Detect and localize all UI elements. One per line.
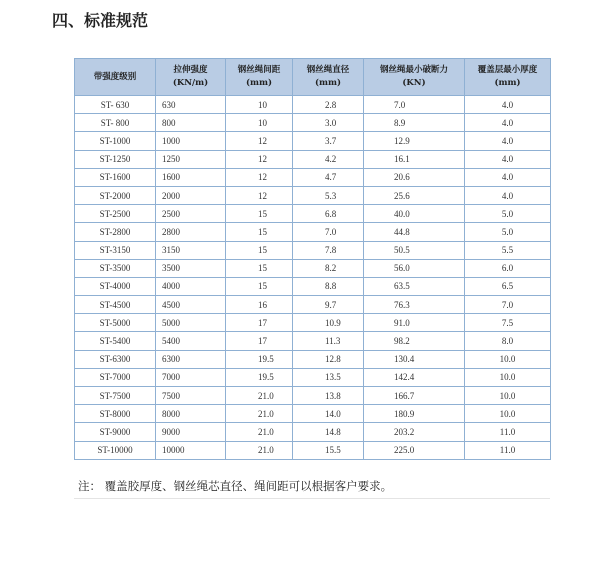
table-cell: 6.8 [293, 205, 364, 223]
column-header [364, 59, 465, 96]
table-cell: 13.5 [293, 368, 364, 386]
table-cell: 3.7 [293, 132, 364, 150]
table-cell: 15 [226, 277, 293, 295]
table-cell: 4.0 [465, 96, 551, 114]
table-cell: 15 [226, 223, 293, 241]
table-cell: ST-9000 [75, 423, 156, 441]
column-header-line: 覆盖层最小厚度 [477, 65, 538, 75]
table-row [75, 350, 551, 368]
column-header [75, 59, 156, 96]
table-cell: 63.5 [364, 277, 465, 295]
table-cell: 2.8 [293, 96, 364, 114]
table-cell: 21.0 [226, 405, 293, 423]
table-cell: 12.8 [293, 350, 364, 368]
table-cell: 5.0 [465, 205, 551, 223]
table-cell: 2800 [156, 223, 226, 241]
table-note: 注： 覆盖胶厚度、钢丝绳芯直径、绳间距可以根据客户要求。 [78, 479, 393, 493]
table-row [75, 405, 551, 423]
column-header-line: (mm) [494, 78, 521, 88]
table-cell: 11.0 [465, 441, 551, 459]
table-cell: 44.8 [364, 223, 465, 241]
table-cell: 56.0 [364, 259, 465, 277]
table-cell: ST-1250 [75, 150, 156, 168]
table-cell: 5.3 [293, 186, 364, 204]
table-row [75, 332, 551, 350]
table-cell: 21.0 [226, 423, 293, 441]
table-cell: ST-5400 [75, 332, 156, 350]
table-cell: 11.3 [293, 332, 364, 350]
table-cell: 630 [156, 96, 226, 114]
table-cell: 130.4 [364, 350, 465, 368]
spec-table [74, 58, 551, 460]
table-cell: 1600 [156, 168, 226, 186]
column-header [156, 59, 226, 96]
table-cell: ST- 800 [75, 114, 156, 132]
table-row [75, 168, 551, 186]
table-cell: 16 [226, 296, 293, 314]
table-cell: 7000 [156, 368, 226, 386]
table-row [75, 296, 551, 314]
table-cell: 12 [226, 168, 293, 186]
table-cell: 11.0 [465, 423, 551, 441]
table-cell: 12 [226, 150, 293, 168]
table-cell: 10.0 [465, 368, 551, 386]
table-cell: 15.5 [293, 441, 364, 459]
table-cell: 4000 [156, 277, 226, 295]
table-cell: ST-2800 [75, 223, 156, 241]
table-cell: 91.0 [364, 314, 465, 332]
table-cell: 15 [226, 241, 293, 259]
table-cell: 98.2 [364, 332, 465, 350]
table-cell: 2000 [156, 186, 226, 204]
table-row [75, 241, 551, 259]
table-cell: 1000 [156, 132, 226, 150]
table-cell: 5000 [156, 314, 226, 332]
table-row [75, 114, 551, 132]
table-cell: 4.0 [465, 132, 551, 150]
table-cell: 6.5 [465, 277, 551, 295]
table-cell: 166.7 [364, 387, 465, 405]
table-cell: ST-4500 [75, 296, 156, 314]
table-cell: 13.8 [293, 387, 364, 405]
column-header-line: 钢丝绳直径 [306, 65, 350, 75]
table-row [75, 150, 551, 168]
table-cell: 4.7 [293, 168, 364, 186]
table-cell: 9000 [156, 423, 226, 441]
table-cell: 7.5 [465, 314, 551, 332]
table-row [75, 205, 551, 223]
table-cell: 225.0 [364, 441, 465, 459]
table-cell: 3500 [156, 259, 226, 277]
column-header-line: 拉伸强度 [173, 65, 208, 75]
table-cell: ST-4000 [75, 277, 156, 295]
column-header [226, 59, 293, 96]
table-cell: 7.0 [364, 96, 465, 114]
table-cell: ST-10000 [75, 441, 156, 459]
table-row [75, 423, 551, 441]
table-cell: 8000 [156, 405, 226, 423]
table-cell: ST-7000 [75, 368, 156, 386]
table-cell: 12 [226, 132, 293, 150]
table-cell: 15 [226, 205, 293, 223]
table-cell: 21.0 [226, 441, 293, 459]
table-cell: 10.0 [465, 350, 551, 368]
table-cell: 7.8 [293, 241, 364, 259]
table-cell: 8.8 [293, 277, 364, 295]
table-cell: 7.0 [293, 223, 364, 241]
table-row [75, 314, 551, 332]
table-cell: 10.0 [465, 405, 551, 423]
table-cell: 10000 [156, 441, 226, 459]
table-cell: 203.2 [364, 423, 465, 441]
table-cell: 6.0 [465, 259, 551, 277]
table-cell: 10 [226, 114, 293, 132]
table-cell: 50.5 [364, 241, 465, 259]
table-cell: 800 [156, 114, 226, 132]
table-cell: 5.5 [465, 241, 551, 259]
table-cell: 4.0 [465, 150, 551, 168]
table-cell: 4.0 [465, 168, 551, 186]
table-cell: ST-3150 [75, 241, 156, 259]
table-cell: 25.6 [364, 186, 465, 204]
table-cell: 10 [226, 96, 293, 114]
table-cell: 3.0 [293, 114, 364, 132]
table-cell: 10.0 [465, 387, 551, 405]
table-cell: ST-8000 [75, 405, 156, 423]
table-cell: ST- 630 [75, 96, 156, 114]
table-cell: 5400 [156, 332, 226, 350]
table-cell: 1250 [156, 150, 226, 168]
table-header [75, 59, 551, 96]
divider [74, 498, 550, 499]
table-cell: ST-2500 [75, 205, 156, 223]
column-header-line: 带强度级别 [93, 71, 137, 82]
table-row [75, 387, 551, 405]
table-cell: 17 [226, 332, 293, 350]
table-cell: 21.0 [226, 387, 293, 405]
table-cell: 14.0 [293, 405, 364, 423]
column-header-line: 钢丝绳间距 [237, 65, 281, 75]
table-cell: 14.8 [293, 423, 364, 441]
table-cell: 3150 [156, 241, 226, 259]
table-cell: 12 [226, 186, 293, 204]
table-cell: ST-3500 [75, 259, 156, 277]
table-cell: 10.9 [293, 314, 364, 332]
table-cell: 4500 [156, 296, 226, 314]
table-row [75, 259, 551, 277]
table-cell: 8.0 [465, 332, 551, 350]
table-cell: 180.9 [364, 405, 465, 423]
section-title: 四、标准规范 [52, 11, 149, 30]
table-cell: 12.9 [364, 132, 465, 150]
table-cell: 6300 [156, 350, 226, 368]
table-cell: 2500 [156, 205, 226, 223]
table-cell: 17 [226, 314, 293, 332]
table-cell: 7500 [156, 387, 226, 405]
table-cell: 4.0 [465, 186, 551, 204]
table-cell: ST-2000 [75, 186, 156, 204]
table-row [75, 441, 551, 459]
table-cell: 16.1 [364, 150, 465, 168]
table-cell: 5.0 [465, 223, 551, 241]
table-cell: 8.2 [293, 259, 364, 277]
column-header-line: (KN) [402, 78, 426, 88]
table-body [75, 96, 551, 460]
table-cell: 8.9 [364, 114, 465, 132]
table-cell: ST-5000 [75, 314, 156, 332]
table-row [75, 96, 551, 114]
table-cell: 9.7 [293, 296, 364, 314]
table-cell: 40.0 [364, 205, 465, 223]
table-cell: ST-1600 [75, 168, 156, 186]
table-cell: 19.5 [226, 350, 293, 368]
table-row [75, 223, 551, 241]
table-cell: 4.2 [293, 150, 364, 168]
table-cell: 4.0 [465, 114, 551, 132]
table-cell: 76.3 [364, 296, 465, 314]
table-row [75, 368, 551, 386]
table-cell: 19.5 [226, 368, 293, 386]
column-header-line: (mm) [314, 78, 342, 88]
table-cell: 142.4 [364, 368, 465, 386]
table-cell: ST-6300 [75, 350, 156, 368]
table-cell: 7.0 [465, 296, 551, 314]
table-row [75, 277, 551, 295]
table-cell: ST-1000 [75, 132, 156, 150]
table-row [75, 132, 551, 150]
column-header-line: 钢丝绳最小破断力 [379, 65, 448, 75]
column-header-line: (KN/m) [172, 78, 209, 88]
table-row [75, 186, 551, 204]
table-cell: 15 [226, 259, 293, 277]
header-row [75, 59, 551, 96]
column-header [293, 59, 364, 96]
table-cell: 20.6 [364, 168, 465, 186]
column-header-line: (mm) [245, 78, 273, 88]
table-cell: ST-7500 [75, 387, 156, 405]
column-header [465, 59, 551, 96]
